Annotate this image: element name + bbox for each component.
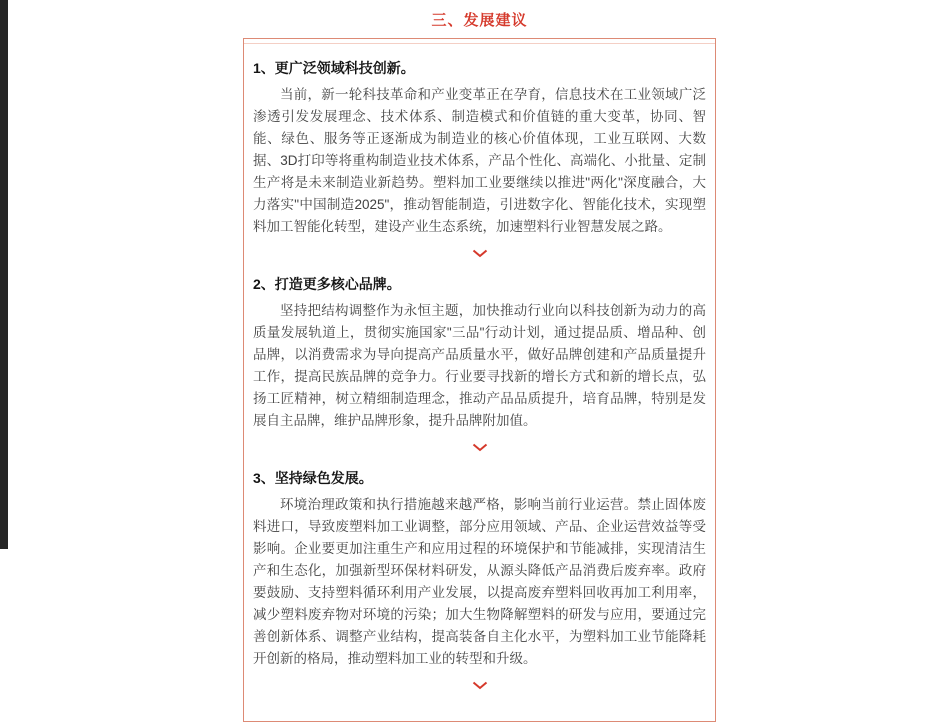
chevron-down-icon [472,245,488,262]
section-heading: 3、坚持绿色发展。 [253,470,373,486]
chevron-down-icon [472,439,488,456]
content-box [243,38,716,722]
section-paragraph: 坚持把结构调整作为永恒主题，加快推动行业向以科技创新为动力的高质量发展轨道上，贯彻实施国家"三品"行动计划，通过提品质、增品种、创品牌，以消费需求为导向提高产品质量水平，做好品牌创建和产品质量提升工作，提高民族品牌的竞争力。行业要寻找新的增长方式和新的增长点，弘扬工匠精神，树立精细制造理念，推动产品品质提升，培育品牌，特别是发展自主品牌，维护品牌形象，提升品牌附加值。 [253,303,706,428]
section-paragraph: 环境治理政策和执行措施越来越严格，影响当前行业运营。禁止固体废料进口，导致废塑料加工业调整，部分应用领域、产品、企业运营效益等受影响。企业要更加注重生产和应用过程的环境保护和节能减排，实现清洁生产和生态化，加强新型环保材料研发，从源头降低产品消费后废弃率。政府要鼓励、支持塑料循环利用产业发展，以提高废弃塑料回收再加工利用率，减少塑料废弃物对环境的污染；加大生物降解塑料的研发与应用，要通过完善创新体系、调整产业结构，提高装备自主化水平，为塑料加工业节能降耗开创新的格局，推动塑料加工业的转型和升级。 [253,497,706,666]
section-tech-innovation [253,59,706,260]
box-inner-topline [244,43,715,44]
section-divider [253,248,706,260]
section-heading: 1、更广泛领域科技创新。 [253,60,415,76]
section-core-brands [253,275,706,454]
section-paragraph: 当前，新一轮科技革命和产业变革正在孕育，信息技术在工业领域广泛渗透引发发展理念、技术体系、制造模式和价值链的重大变革，协同、智能、绿色、服务等正逐渐成为制造业的核心价值体现，工业互联网、大数据、3D打印等将重构制造业技术体系，产品个性化、高端化、小批量、定制生产将是未来制造业新趋势。塑料加工业要继续以推进"两化"深度融合，大力落实"中国制造2025"，推动智能制造，引进数字化、智能化技术，实现塑料加工智能化转型，建设产业生态系统，加速塑料行业智慧发展之路。 [253,87,706,234]
section-green-development [253,469,706,692]
section-divider [253,442,706,454]
section-divider [253,680,706,692]
article-column [243,0,716,722]
chevron-down-icon [472,677,488,694]
page-title: 三、发展建议 [431,12,528,29]
left-dark-strip [0,0,8,549]
section-heading: 2、打造更多核心品牌。 [253,276,401,292]
